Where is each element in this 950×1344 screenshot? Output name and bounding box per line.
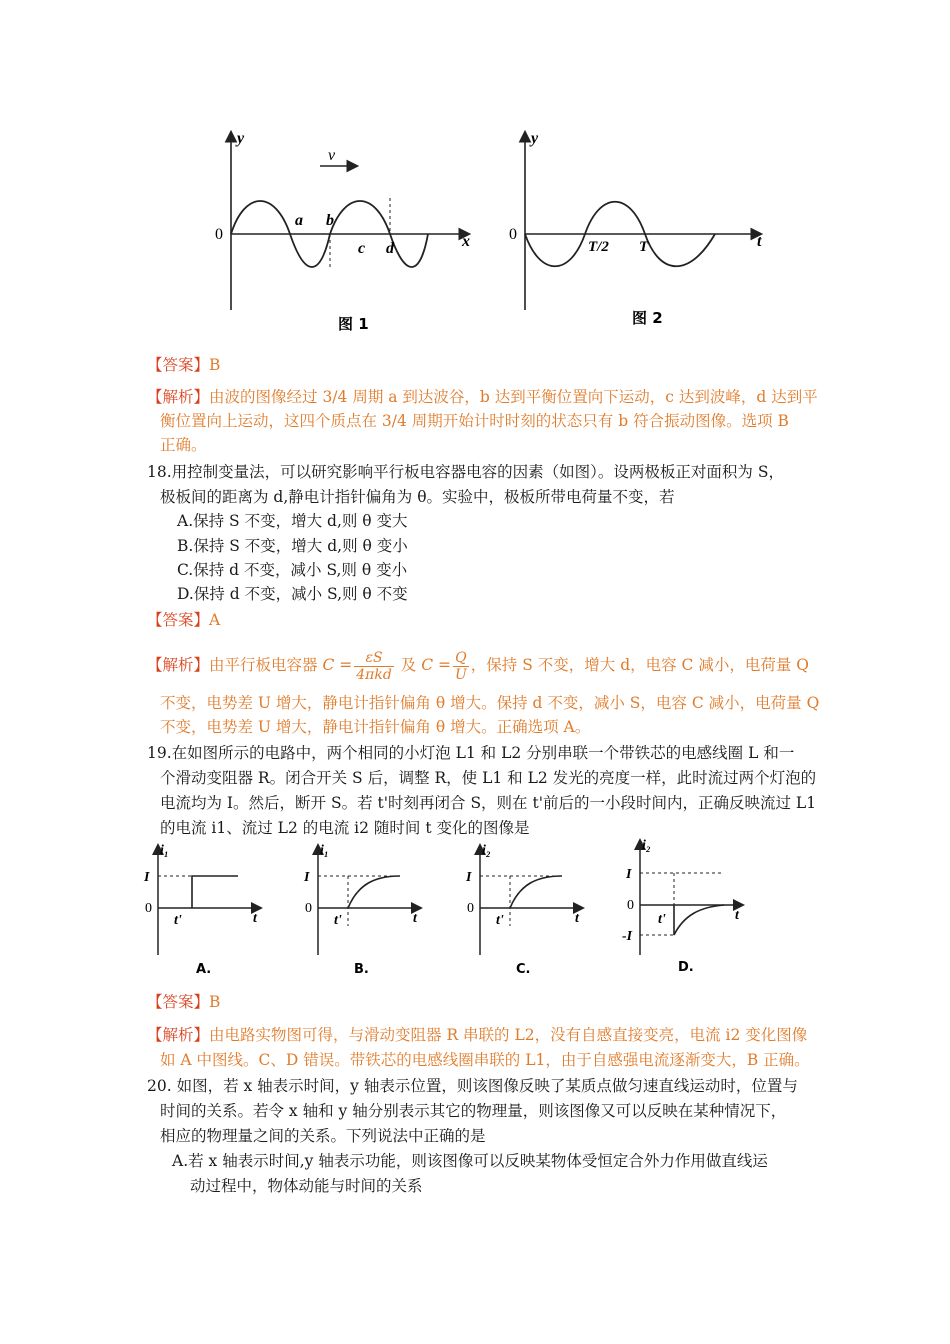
q20-option-a-1: A.若 x 轴表示时间,y 轴表示功能，则该图像可以反映某物体受恒定合外力作用做直线运 — [172, 1152, 768, 1170]
formula-charge: C = — [421, 656, 451, 674]
q17-analysis-line-1: 【解析】由波的图像经过 3/4 周期 a 到达波谷，b 达到平衡位置向下运动，c 达到波峰，d 达到平 — [147, 388, 818, 406]
q18-option-b: B.保持 S 不变，增大 d,则 θ 变小 — [177, 537, 408, 555]
wave-curve-2 — [330, 234, 360, 265]
velocity-label: v — [328, 147, 336, 164]
svg-text:t': t' — [334, 913, 342, 928]
svg-text:B.: B. — [354, 962, 369, 977]
tick-period: T — [639, 239, 649, 255]
point-c: c — [358, 240, 366, 257]
figure-1-caption: 图 1 — [338, 315, 369, 333]
q19-stem-3: 电流均为 I。然后，断开 S。若 t'时刻再闭合 S，则在 t'前后的一小段时间内，正确反映流过 L1 — [160, 794, 817, 812]
svg-text:0: 0 — [467, 901, 474, 916]
svg-text:t: t — [575, 911, 579, 926]
x-axis-label: x — [462, 233, 470, 250]
figure-2-caption: 图 2 — [632, 309, 663, 327]
q20-stem-3: 相应的物理量之间的关系。下列说法中正确的是 — [160, 1127, 486, 1145]
svg-text:t: t — [253, 911, 257, 926]
q19-answer: 【答案】B — [147, 993, 221, 1011]
formula-capacitance: C = — [322, 656, 353, 674]
t-axis-label: t — [757, 233, 762, 250]
q20-stem-1: 20. 如图，若 x 轴表示时间，y 轴表示位置，则该图像反映了某质点做匀速直线运动时，位置与 — [147, 1077, 798, 1095]
q20-stem-2: 时间的关系。若令 x 轴和 y 轴分别表示其它的物理量，则该图像又可以反映在某种情况下， — [160, 1102, 787, 1120]
svg-text:i₁: i₁ — [160, 843, 169, 858]
q20-option-a-2: 动过程中，物体动能与时间的关系 — [190, 1177, 423, 1195]
svg-text:i₂: i₂ — [482, 843, 491, 858]
origin-label: 0 — [215, 226, 223, 243]
figure-1-wave-graph — [200, 125, 490, 340]
q18-option-d: D.保持 d 不变，减小 S,则 θ 不变 — [177, 585, 408, 603]
graph-option-b — [300, 840, 430, 980]
svg-text:i₁: i₁ — [320, 843, 329, 858]
formula-fraction-1: $\frac{\varepsilon S}{\text{4πkd}}$ — [356, 649, 392, 683]
point-b: b — [326, 212, 334, 229]
svg-text:0: 0 — [627, 898, 634, 913]
graph-b-curve — [348, 876, 400, 908]
point-a: a — [295, 212, 303, 229]
formula-fraction-2: $\frac{Q}{U}$ — [454, 649, 467, 683]
svg-text:t: t — [735, 908, 739, 923]
graph-a-curve — [192, 876, 238, 908]
svg-text:I: I — [626, 867, 632, 882]
point-d: d — [386, 240, 394, 257]
svg-text:-I: -I — [622, 929, 633, 944]
q18-analysis-line-1: 【解析】由平行板电容器 C = $\frac{\varepsilon S}{\text{4πkd}}$ 及 C = $\frac{Q}{U}$ ，保持 S 不变，增大 d，电容 C 减小，电荷量 Q — [147, 649, 809, 683]
svg-text:I: I — [304, 870, 310, 885]
q18-analysis-line-2: 不变，电势差 U 增大，静电计指针偏角 θ 增大。保持 d 不变，减小 S，电容 C 减小，电荷量 Q — [160, 694, 820, 712]
q19-analysis-line-2: 如 A 中图线。C、D 错误。带铁芯的电感线圈串联的 L1，由于自感强电流逐渐变大，B 正确。 — [160, 1051, 810, 1069]
svg-text:0: 0 — [145, 901, 152, 916]
svg-text:I: I — [466, 870, 472, 885]
tick-half-period: T/2 — [588, 239, 609, 255]
svg-text:t': t' — [496, 913, 504, 928]
q19-stem-1: 19.在如图所示的电路中，两个相同的小灯泡 L1 和 L2 分别串联一个带铁芯的电感线圈 L 和一 — [147, 744, 795, 762]
q18-answer: 【答案】A — [147, 611, 221, 629]
answer-value: B — [209, 356, 221, 374]
q18-option-a: A.保持 S 不变，增大 d,则 θ 变大 — [177, 512, 408, 530]
analysis-tag: 【解析】 — [147, 388, 210, 406]
svg-text:D.: D. — [678, 960, 694, 975]
y-axis-label: y — [531, 130, 539, 147]
q19-stem-2: 个滑动变阻器 R。闭合开关 S 后，调整 R，使 L1 和 L2 发光的亮度一样，此时流过两个灯泡的 — [160, 769, 817, 787]
q18-stem-2: 极板间的距离为 d,静电计指针偏角为 θ。实验中，极板所带电荷量不变，若 — [160, 488, 675, 506]
svg-text:t': t' — [174, 913, 182, 928]
graph-c-curve — [510, 876, 562, 908]
svg-text:A.: A. — [196, 962, 212, 977]
svg-text:i₂: i₂ — [642, 838, 651, 853]
q18-option-c: C.保持 d 不变，减小 S,则 θ 变小 — [177, 561, 408, 579]
graph-option-d — [622, 835, 752, 980]
figure-2-vibration-graph — [500, 125, 780, 340]
origin-label: 0 — [509, 226, 517, 243]
q19-analysis-line-1: 【解析】由电路实物图可得，与滑动变阻器 R 串联的 L2，没有自感直接变亮，电流 i2 变化图像 — [147, 1026, 808, 1044]
y-axis-label: y — [237, 130, 245, 147]
graph-option-a — [140, 840, 270, 980]
q17-analysis-line-2: 衡位置向上运动，这四个质点在 3/4 周期开始计时时刻的状态只有 b 符合振动图像。选项 B — [160, 412, 789, 430]
q17-analysis-line-3: 正确。 — [160, 436, 207, 454]
svg-text:0: 0 — [305, 901, 312, 916]
graph-option-c — [462, 840, 592, 980]
svg-text:t: t — [413, 911, 417, 926]
q18-stem-1: 18.用控制变量法，可以研究影响平行板电容器电容的因素（如图）。设两极板正对面积为 S， — [147, 463, 784, 481]
q17-answer — [147, 355, 220, 375]
svg-text:t': t' — [658, 912, 666, 927]
graph-d-curve — [674, 905, 724, 935]
q19-stem-4: 的电流 i1、流过 L2 的电流 i2 随时间 t 变化的图像是 — [160, 819, 530, 837]
svg-text:I: I — [144, 870, 150, 885]
svg-text:C.: C. — [516, 962, 531, 977]
answer-tag: 【答案】 — [147, 356, 210, 374]
q18-analysis-line-3: 不变，电势差 U 增大，静电计指针偏角 θ 增大。正确选项 A。 — [160, 718, 591, 736]
